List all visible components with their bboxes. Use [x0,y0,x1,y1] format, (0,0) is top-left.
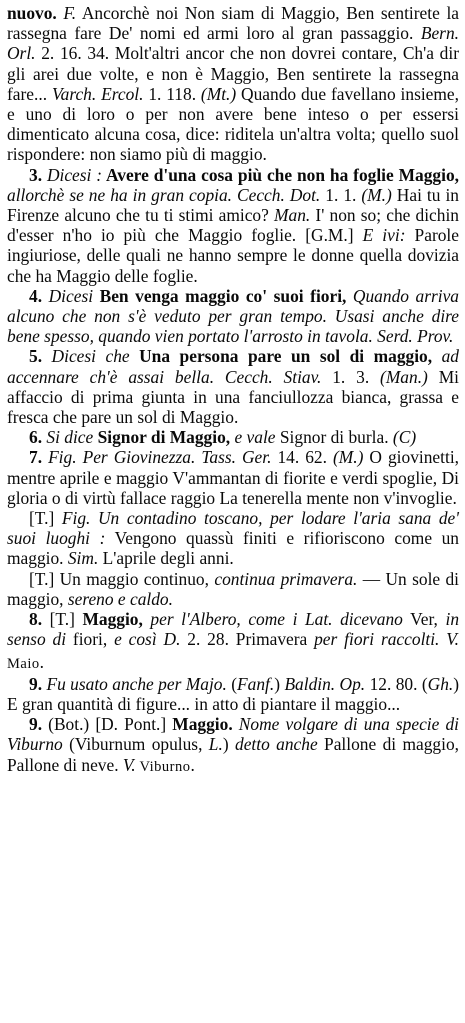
text-run: Nome volgare di una specie di Viburno [7,714,459,755]
text-run: Maio [7,655,40,672]
text-run: 6. [29,427,47,448]
text-run: (Mt.) [200,83,237,104]
text-run: 3. [29,164,47,185]
text-run: 2. 16. 34. Molt'altri ancor che non dovrei contare, Ch'a dir gli arei due volte, e non è Maggio, Ben sentirete la rassegna fare... [7,43,459,104]
entry-paragraph-p9 [7,674,459,714]
entry-paragraph-p7b [7,508,459,569]
text-run: 9. [29,714,49,735]
text-run: Fig. Per Giovinezza. Tass. Ger. [48,447,272,468]
text-run: (Man.) [380,366,428,387]
text-run: allorchè se ne ha in gran copia. Cecch. Dot. [7,184,321,205]
text-run: [T.] [29,508,62,529]
text-run: 8. [29,609,50,630]
text-run: ) [274,673,285,694]
text-run: Bern. Orl. [7,23,459,64]
entry-paragraph-p7c [7,569,459,609]
text-run: 9. [29,673,47,694]
text-run: Una persona pare un sol di maggio, [129,346,433,367]
text-run: Gh. [427,673,454,694]
text-run: ( [226,673,238,694]
text-run: Quando due favellano insieme, e uno di loro o per non avere bene inteso o per essersi dimenticato alcuna cosa, dice: riditela un'altra volta; quello suol rispondere: non siamo più di maggio. [7,83,459,165]
text-run: [T.] Un maggio continuo, [29,568,215,589]
text-run: 1. 118. [143,83,201,104]
entry-paragraph-p6 [7,427,459,447]
text-run: Parole ingiuriose, delle quali ne hanno sempre le donne quella dovizia che ha Maggio delle foglie. [7,225,459,286]
text-run: Maggio, [82,609,143,630]
text-run: 1. 1. [320,184,362,205]
text-run: Sim. [67,548,99,569]
text-run: Mi affaccio di prima giunta in una fanciullozza bianca, grassa e fresca che pare un sol di Maggio. [7,366,459,428]
text-run: Man. [274,205,311,226]
text-run: e vale [230,427,276,448]
text-run: [T.] [49,609,83,630]
text-run: Dicesi che [51,346,130,367]
text-run: Dicesi : [46,164,103,185]
text-run: Varch. Ercol. [51,83,144,104]
text-run: Fu usato anche per Majo. [46,673,227,694]
dictionary-entry-maggio [7,3,459,777]
text-run: (Viburnum opulus, [62,734,209,755]
text-run: Pallone di maggio, Pallone di neve. [7,734,459,775]
text-run: 2. 28. Primavera [180,629,315,650]
text-run: Quando arriva alcuno che non s'è veduto per gran tempo. Usasi anche dire bene spesso, quando vien portato l'arrosto in tavola. Serd. Prov. [7,285,459,347]
text-run: . [39,651,44,672]
text-run: Fanf. [237,673,275,694]
text-run: 1. 3. [321,366,381,387]
text-run: sereno e caldo. [67,588,173,609]
text-run: V. [122,754,136,775]
entry-paragraph-p4 [7,286,459,347]
text-run: (C) [392,427,417,448]
entry-paragraph-p8 [7,609,459,674]
text-run: per l'Albero, come i Lat. dicevano [142,609,403,630]
text-run: Maggio. [172,714,233,735]
text-run: Signor di burla. [275,427,393,448]
text-run: I' non so; che dichin d'esser n'ho io più che Maggio foglie. [G.M.] [7,205,459,246]
entry-paragraph-p7 [7,447,459,508]
text-run: Fig. Un contadino toscano, per lodare l'aria sana de' suoi luoghi : [7,508,459,549]
text-run: . [190,754,195,775]
text-run: Avere d'una cosa più che non ha foglie Maggio, [102,164,459,185]
text-run: (M.) [332,447,364,468]
text-run: Ancorchè noi Non siam di Maggio, Ben sentirete la rassegna fare De' nomi ed armi loro al gran passaggio. [7,3,459,44]
text-run: detto anche [235,734,318,755]
text-run: 14. 62. [271,447,333,468]
text-run: (M.) [361,184,392,205]
text-run: Vengono quassù finiti e rifioriscono come un maggio. [7,528,459,569]
text-run: Ben venga maggio co' suoi fiori, [93,285,347,306]
text-run: Signor di Maggio, [93,427,231,448]
entry-paragraph-p5 [7,346,459,427]
text-run: fiori, [66,629,115,650]
text-run: E ivi: [362,225,406,246]
text-run: O giovinetti, mentre aprile e maggio V'ammantan di fiorite e verdi spoglie, Di gloria o di virtù fallace raggio La tenerella mente non v'invoglie. [7,447,459,508]
text-run: Si dice [46,427,94,448]
text-run: ad accennare ch'è assai bella. Cecch. Stiav. [7,346,459,387]
text-run: 5. [29,346,52,367]
text-run: 7. [29,447,49,468]
text-run: per fiori raccolti. V. [314,629,459,650]
text-run: Ver, [402,609,446,630]
text-run: 4. [29,285,49,306]
text-run: continua primavera. [214,568,358,589]
text-run: Baldin. Op. [284,673,366,694]
text-run: Dicesi [48,285,94,306]
text-run: in senso di [7,609,460,650]
text-run: Viburno [135,758,191,775]
text-run: nuovo. [7,3,64,23]
text-run: Hai tu in Firenze alcuno che tu ti stimi amico? [7,184,459,226]
entry-paragraph-p9b [7,714,459,777]
text-run: ) [222,734,235,755]
text-run: L. [208,734,223,755]
text-run: L'aprile degli anni. [98,548,234,569]
text-run: 12. 80. ( [365,673,428,694]
text-run: F. [63,3,77,23]
entry-paragraph-p3 [7,165,459,286]
text-run: — Un sole di maggio, [7,568,460,609]
entry-paragraph-p1 [7,3,459,165]
text-run: e così D. [114,629,181,650]
text-run: (Bot.) [D. Pont.] [48,714,173,735]
text-run: ) E gran quantità di figure... in atto di piantare il maggio... [7,673,460,714]
